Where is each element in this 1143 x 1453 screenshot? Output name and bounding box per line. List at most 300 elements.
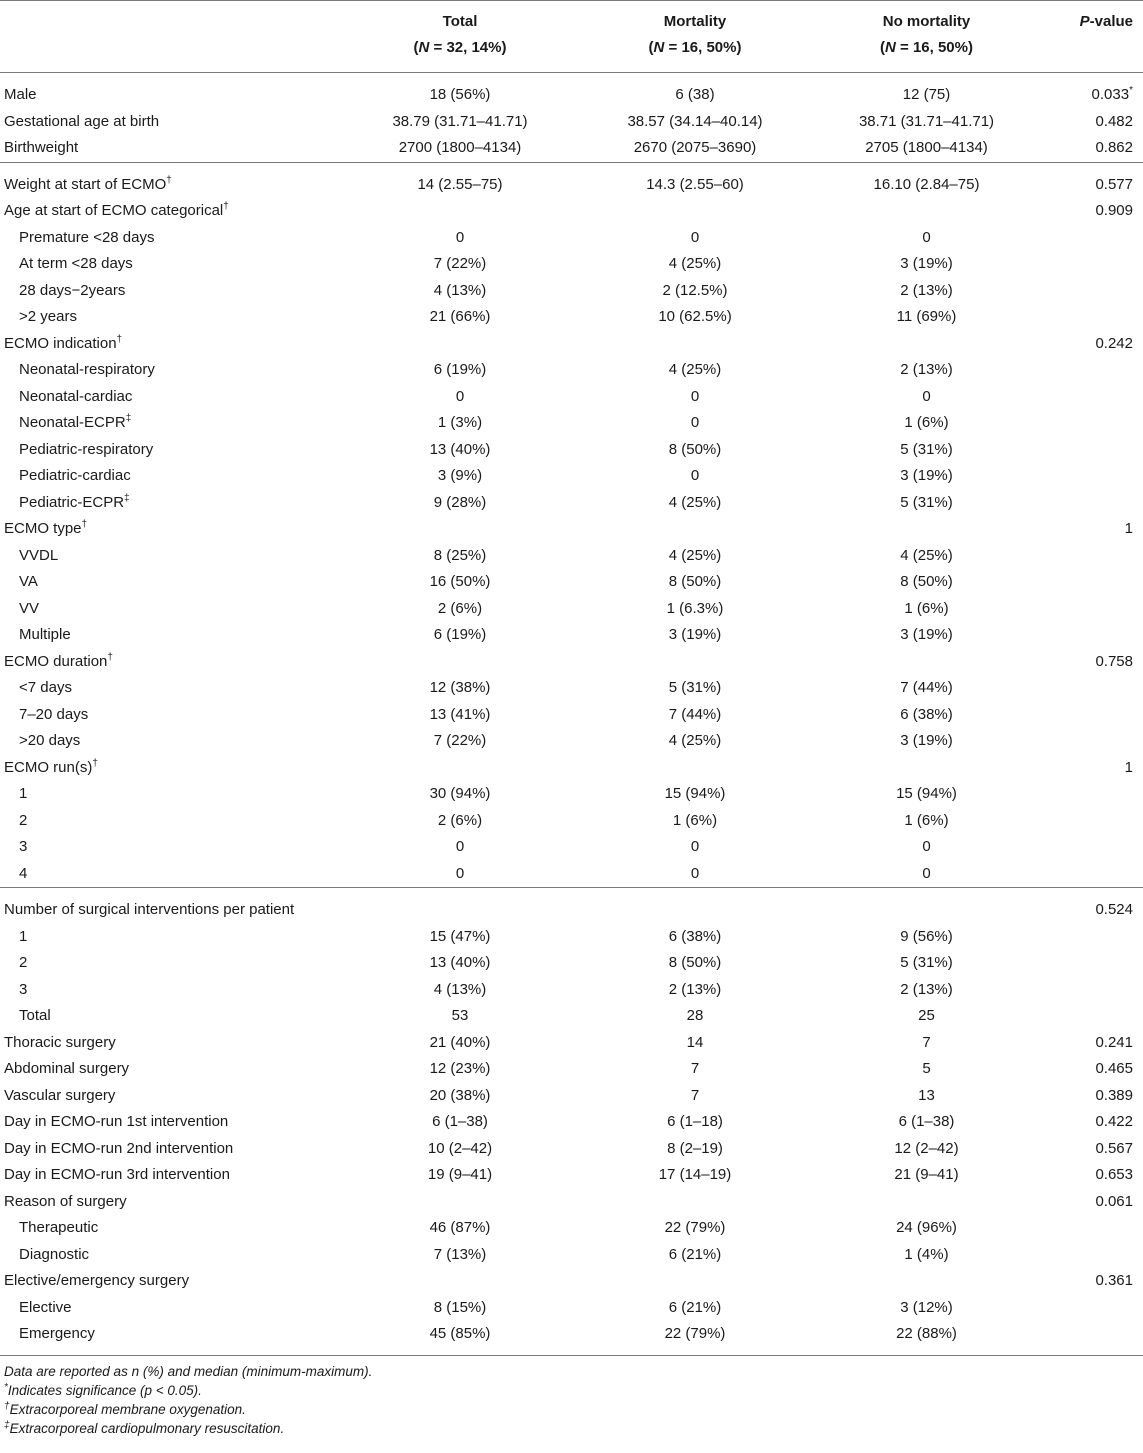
table-row — [0, 73, 1143, 109]
cell-mortality — [580, 755, 810, 782]
table-row — [0, 728, 1143, 755]
cell-no-mortality: 1 (6%) — [904, 599, 949, 617]
cell-mortality: 6 (38) — [675, 86, 715, 103]
row-label: Thoracic surgery — [4, 1033, 116, 1051]
cell-no-mortality: 5 (31%) — [900, 493, 953, 511]
table-row — [0, 977, 1143, 1004]
cell-p-value — [1043, 861, 1143, 888]
cell-total: 2700 (1800–4134) — [398, 139, 522, 156]
header-mortality-n: (N = 16, 50%) — [648, 39, 742, 56]
cell-no-mortality: 6 (1–38) — [898, 1113, 955, 1130]
cell-mortality: 10 (62.5%) — [658, 308, 732, 325]
cell-p-value — [1043, 437, 1143, 464]
cell-p-value — [1043, 622, 1143, 649]
cell-total: 21 (66%) — [429, 308, 491, 325]
table-row — [0, 1189, 1143, 1216]
row-label: Elective — [19, 1298, 72, 1316]
cell-mortality — [580, 198, 810, 225]
cell-total: 0 — [455, 864, 465, 882]
cell-total: 3 (9%) — [437, 467, 483, 484]
table-row — [0, 569, 1143, 596]
cell-total: 2 (6%) — [437, 599, 483, 617]
cell-mortality: 8 (50%) — [668, 954, 722, 971]
cell-p-value: 1 — [1124, 520, 1133, 537]
table-row — [0, 1295, 1143, 1322]
header-total — [340, 1, 580, 73]
row-label: Multiple — [19, 626, 71, 643]
table-row — [0, 924, 1143, 951]
table-row — [0, 463, 1143, 490]
footnote-significance: *Indicates significance (p < 0.05). — [4, 1381, 202, 1398]
cell-total — [340, 516, 580, 543]
cell-no-mortality: 0 — [922, 387, 931, 405]
cell-total: 15 (47%) — [429, 927, 491, 945]
cell-mortality: 4 (25%) — [668, 732, 722, 749]
table-row — [0, 357, 1143, 384]
cell-no-mortality — [810, 331, 1043, 358]
cell-no-mortality: 13 — [918, 1086, 935, 1104]
cell-mortality: 2 (12.5%) — [662, 281, 728, 299]
cell-mortality: 14 — [686, 1033, 704, 1051]
cell-no-mortality: 24 (96%) — [896, 1219, 957, 1236]
cell-mortality: 7 (44%) — [668, 705, 722, 723]
cell-p-value — [1043, 410, 1143, 437]
cell-total: 0 — [455, 387, 465, 405]
row-label: 3 — [19, 838, 28, 855]
cell-no-mortality: 0 — [922, 228, 931, 246]
table-row — [0, 1003, 1143, 1030]
cell-total: 0 — [455, 228, 465, 246]
cell-no-mortality: 4 (25%) — [900, 546, 953, 564]
cell-p-value: 0.241 — [1095, 1033, 1133, 1051]
table-row — [0, 755, 1143, 782]
row-label: ECMO run(s)† — [4, 757, 98, 776]
cell-p-value: 1 — [1124, 758, 1133, 776]
cell-mortality: 1 (6%) — [672, 811, 718, 829]
cell-total: 4 (13%) — [433, 980, 487, 998]
cell-total: 46 (87%) — [429, 1219, 491, 1236]
row-label: Total — [19, 1007, 51, 1024]
cell-no-mortality: 2705 (1800–4134) — [865, 139, 988, 156]
row-label: 1 — [19, 927, 28, 945]
cell-no-mortality: 3 (19%) — [900, 467, 953, 484]
cell-total: 6 (19%) — [433, 361, 487, 378]
cell-p-value: 0.361 — [1095, 1272, 1133, 1289]
cell-total: 14 (2.55–75) — [340, 162, 580, 198]
cell-p-value — [1043, 384, 1143, 411]
cell-mortality: 0 — [690, 228, 700, 246]
cell-mortality: 1 (6.3%) — [666, 599, 724, 617]
cell-no-mortality: 12 (2–42) — [894, 1139, 959, 1157]
cell-p-value — [1043, 808, 1143, 835]
cell-mortality: 6 (1–18) — [667, 1113, 723, 1130]
cell-total: 8 (25%) — [433, 546, 487, 564]
cell-mortality: 0 — [690, 387, 700, 405]
table-header — [0, 1, 1143, 73]
cell-p-value: 0.242 — [1095, 334, 1133, 352]
cell-mortality: 5 (31%) — [668, 679, 722, 696]
cell-total: 38.79 (31.71–41.71) — [392, 112, 528, 130]
table-row — [0, 135, 1143, 162]
cell-no-mortality: 22 (88%) — [810, 1321, 1043, 1355]
table-row — [0, 861, 1143, 888]
cell-total: 16 (50%) — [429, 573, 491, 590]
cell-total: 30 (94%) — [429, 785, 491, 802]
cell-mortality: 7 — [690, 1086, 700, 1104]
cell-no-mortality — [810, 198, 1043, 225]
cell-mortality: 2670 (2075–3690) — [633, 139, 757, 156]
table-row — [0, 1109, 1143, 1136]
cell-total — [340, 331, 580, 358]
cell-mortality: 6 (21%) — [668, 1298, 722, 1316]
cell-total: 0 — [455, 838, 465, 855]
cell-no-mortality: 16.10 (2.84–75) — [810, 162, 1043, 198]
cell-total: 53 — [451, 1007, 469, 1024]
row-label: Day in ECMO-run 1st intervention — [4, 1113, 229, 1130]
cell-p-value — [1043, 357, 1143, 384]
table-row — [0, 950, 1143, 977]
row-label: Number of surgical interventions per patient — [0, 888, 340, 924]
row-label: VV — [19, 599, 40, 617]
row-label: Abdominal surgery — [4, 1060, 130, 1077]
cell-total: 8 (15%) — [433, 1298, 487, 1316]
cell-p-value — [1043, 675, 1143, 702]
table-row — [0, 384, 1143, 411]
cell-mortality: 22 (79%) — [580, 1321, 810, 1355]
cell-no-mortality: 2 (13%) — [900, 281, 953, 299]
cell-p-value — [1043, 834, 1143, 861]
cell-total — [340, 1268, 580, 1295]
cell-total: 18 (56%) — [429, 86, 491, 103]
table-row — [0, 490, 1143, 517]
row-label: Neonatal-ECPR‡ — [19, 413, 132, 431]
row-label: VA — [19, 573, 38, 590]
cell-p-value — [1043, 977, 1143, 1004]
cell-mortality: 7 — [690, 1060, 700, 1077]
table-row — [0, 834, 1143, 861]
cell-no-mortality: 3 (12%) — [900, 1298, 953, 1316]
cell-total: 2 (6%) — [437, 811, 483, 829]
cell-p-value: 0.482 — [1095, 112, 1133, 130]
cell-p-value: 0.758 — [1095, 652, 1133, 670]
cell-no-mortality: 12 (75) — [902, 86, 951, 103]
table-body — [0, 73, 1143, 1356]
row-label: <7 days — [19, 679, 72, 696]
row-label: Reason of surgery — [4, 1192, 127, 1210]
row-label: VVDL — [19, 546, 59, 564]
table-row — [0, 516, 1143, 543]
cell-mortality: 4 (25%) — [668, 493, 722, 511]
cell-mortality: 38.57 (34.14–40.14) — [627, 112, 763, 130]
row-label: At term <28 days — [19, 255, 133, 272]
table-footnotes — [0, 1356, 1143, 1438]
cell-p-value — [1043, 490, 1143, 517]
table-row — [0, 278, 1143, 305]
cell-p-value: 0.577 — [1043, 162, 1143, 198]
cell-mortality — [580, 516, 810, 543]
cell-mortality — [580, 888, 810, 924]
row-label: ECMO indication† — [4, 333, 123, 352]
cell-no-mortality: 3 (19%) — [900, 732, 953, 749]
footnote-ecmo: †Extracorporeal membrane oxygenation. — [4, 1400, 246, 1417]
row-label: Weight at start of ECMO† — [0, 162, 340, 198]
cell-p-value — [1043, 278, 1143, 305]
cell-total: 7 (13%) — [433, 1245, 487, 1263]
row-label: 3 — [19, 980, 28, 998]
cell-mortality — [580, 1268, 810, 1295]
row-label: Pediatric-respiratory — [19, 440, 154, 458]
table-row — [0, 1030, 1143, 1057]
cell-no-mortality: 5 (31%) — [900, 440, 953, 458]
header-mortality — [580, 1, 810, 73]
cell-mortality: 6 (21%) — [668, 1245, 722, 1263]
cell-p-value — [1043, 463, 1143, 490]
table-row — [0, 225, 1143, 252]
footnote-ecpr: ‡Extracorporeal cardiopulmonary resuscitation. — [4, 1419, 285, 1436]
cell-no-mortality — [810, 1189, 1043, 1216]
header-p-value: P-value — [1043, 1, 1143, 73]
cell-no-mortality: 3 (19%) — [900, 255, 953, 272]
cell-no-mortality: 6 (38%) — [900, 705, 953, 723]
header-label-cell — [0, 1, 340, 73]
cell-no-mortality: 2 (13%) — [900, 361, 953, 378]
cell-p-value — [1043, 950, 1143, 977]
cell-p-value: 0.389 — [1095, 1086, 1133, 1104]
cell-no-mortality: 11 (69%) — [896, 308, 957, 325]
table-row — [0, 543, 1143, 570]
row-label: 28 days−2years — [19, 281, 126, 299]
row-label: Premature <28 days — [19, 228, 155, 246]
cell-mortality — [580, 649, 810, 676]
row-label: 4 — [19, 864, 28, 882]
table-row — [0, 1136, 1143, 1163]
cell-total: 6 (19%) — [433, 626, 487, 643]
cell-total: 12 (38%) — [429, 679, 491, 696]
table-row — [0, 781, 1143, 808]
cell-no-mortality: 5 — [922, 1060, 931, 1077]
cell-p-value — [1043, 304, 1143, 331]
cell-p-value — [1043, 225, 1143, 252]
row-label: Gestational age at birth — [4, 112, 160, 130]
cell-mortality: 14.3 (2.55–60) — [580, 162, 810, 198]
cell-total: 9 (28%) — [433, 493, 487, 511]
cell-p-value — [1043, 1295, 1143, 1322]
cell-p-value: 0.909 — [1095, 202, 1133, 219]
cell-total: 1 (3%) — [437, 414, 483, 431]
row-label: Neonatal-cardiac — [19, 387, 133, 405]
table-row — [0, 109, 1143, 136]
table-row — [0, 331, 1143, 358]
row-label: Neonatal-respiratory — [19, 361, 155, 378]
cell-mortality — [580, 331, 810, 358]
table-row — [0, 649, 1143, 676]
cell-total: 6 (1–38) — [432, 1113, 488, 1130]
cell-p-value — [1043, 1321, 1143, 1355]
table-row — [0, 596, 1143, 623]
cell-no-mortality: 8 (50%) — [900, 573, 953, 590]
cell-p-value — [1043, 596, 1143, 623]
cell-total: 13 (41%) — [429, 705, 491, 723]
cell-mortality: 4 (25%) — [668, 546, 722, 564]
header-no-mortality-title: No mortality — [882, 13, 971, 30]
cell-mortality: 8 (2–19) — [667, 1139, 723, 1157]
cell-no-mortality: 7 (44%) — [900, 679, 953, 696]
cell-no-mortality: 1 (6%) — [904, 414, 949, 431]
cell-no-mortality: 25 — [918, 1007, 935, 1024]
cell-total — [340, 198, 580, 225]
cell-no-mortality: 3 (19%) — [900, 626, 953, 643]
row-label: Day in ECMO-run 3rd intervention — [4, 1166, 230, 1183]
table-row — [0, 251, 1143, 278]
cell-mortality: 2 (13%) — [668, 980, 722, 998]
cell-no-mortality — [810, 888, 1043, 924]
table-row — [0, 1242, 1143, 1269]
table-row — [0, 1056, 1143, 1083]
cell-no-mortality: 5 (31%) — [900, 954, 953, 971]
cell-p-value — [1043, 1215, 1143, 1242]
cell-no-mortality: 7 — [922, 1033, 931, 1051]
cell-p-value — [1043, 251, 1143, 278]
cell-total: 4 (13%) — [433, 281, 487, 299]
cell-total: 20 (38%) — [429, 1086, 491, 1104]
cell-mortality: 15 (94%) — [664, 785, 726, 802]
row-label: Diagnostic — [19, 1245, 90, 1263]
row-label: 1 — [19, 785, 28, 802]
cell-p-value — [1043, 728, 1143, 755]
cell-total: 19 (9–41) — [427, 1166, 493, 1183]
cell-no-mortality: 1 (4%) — [904, 1245, 949, 1263]
cell-total — [340, 888, 580, 924]
cell-no-mortality: 9 (56%) — [900, 927, 953, 945]
row-label: ECMO duration† — [4, 651, 113, 670]
table-row — [0, 1215, 1143, 1242]
row-label: Pediatric-ECPR‡ — [19, 492, 130, 511]
table-row — [0, 437, 1143, 464]
cell-mortality: 4 (25%) — [668, 361, 722, 378]
cell-mortality: 28 — [686, 1007, 704, 1024]
cell-mortality: 22 (79%) — [664, 1219, 726, 1236]
cell-p-value — [1043, 1242, 1143, 1269]
cell-p-value — [1043, 702, 1143, 729]
cell-p-value: 0.033* — [1091, 85, 1133, 103]
table-row — [0, 198, 1143, 225]
cell-mortality: 0 — [690, 467, 700, 484]
row-label: Therapeutic — [19, 1219, 99, 1236]
cell-total: 10 (2–42) — [427, 1139, 493, 1157]
table-row — [0, 1162, 1143, 1189]
cell-total: 13 (40%) — [429, 954, 491, 971]
cell-no-mortality: 0 — [922, 864, 931, 882]
cell-mortality: 4 (25%) — [668, 255, 722, 272]
cell-p-value — [1043, 781, 1143, 808]
cell-total: 12 (23%) — [429, 1060, 491, 1077]
row-label: Age at start of ECMO categorical† — [4, 201, 229, 219]
cell-mortality: 6 (38%) — [668, 927, 722, 945]
cell-p-value: 0.862 — [1095, 139, 1133, 156]
row-label: Elective/emergency surgery — [4, 1272, 190, 1289]
table-row — [0, 1083, 1143, 1110]
row-label: Pediatric-cardiac — [19, 467, 131, 484]
cell-mortality: 3 (19%) — [668, 626, 722, 643]
cell-p-value: 0.422 — [1095, 1113, 1133, 1130]
cell-p-value — [1043, 924, 1143, 951]
cell-mortality: 8 (50%) — [668, 440, 722, 458]
table-row — [0, 675, 1143, 702]
cell-no-mortality: 38.71 (31.71–41.71) — [858, 112, 995, 130]
cell-no-mortality — [810, 516, 1043, 543]
cell-mortality: 0 — [690, 414, 700, 431]
table-row — [0, 162, 1143, 198]
table-row — [0, 304, 1143, 331]
row-label: 7–20 days — [19, 705, 89, 723]
cell-mortality: 0 — [690, 864, 700, 882]
table-row — [0, 702, 1143, 729]
cell-total: 7 (22%) — [433, 255, 487, 272]
cell-mortality: 17 (14–19) — [658, 1166, 732, 1183]
header-no-mortality-n: (N = 16, 50%) — [880, 39, 973, 56]
cell-p-value: 0.524 — [1043, 888, 1143, 924]
row-label: 2 — [19, 811, 28, 829]
cell-no-mortality: 0 — [922, 838, 931, 855]
cell-p-value — [1043, 543, 1143, 570]
header-mortality-title: Mortality — [663, 13, 727, 30]
header-total-title: Total — [442, 13, 478, 30]
cell-total — [340, 1189, 580, 1216]
cell-no-mortality: 21 (9–41) — [894, 1166, 959, 1183]
cell-mortality: 8 (50%) — [668, 573, 722, 590]
row-label: Birthweight — [4, 139, 79, 156]
cell-p-value — [1043, 569, 1143, 596]
cell-no-mortality: 1 (6%) — [904, 811, 949, 829]
cell-mortality — [580, 1189, 810, 1216]
cell-total: 13 (40%) — [429, 440, 491, 458]
cell-no-mortality — [810, 755, 1043, 782]
cell-total: 21 (40%) — [429, 1033, 491, 1051]
footnote-data: Data are reported as n (%) and median (minimum-maximum). — [4, 1363, 373, 1379]
cell-p-value — [1043, 1003, 1143, 1030]
table-row — [0, 622, 1143, 649]
row-label: 2 — [19, 954, 28, 971]
cell-p-value: 0.567 — [1095, 1139, 1133, 1157]
cell-p-value: 0.653 — [1095, 1166, 1133, 1183]
row-label: Emergency — [0, 1321, 340, 1355]
table-row — [0, 808, 1143, 835]
cell-total: 45 (85%) — [340, 1321, 580, 1355]
row-label: Day in ECMO-run 2nd intervention — [4, 1139, 234, 1157]
row-label: Vascular surgery — [4, 1086, 116, 1104]
cell-total: 7 (22%) — [433, 732, 487, 749]
cell-mortality: 0 — [690, 838, 700, 855]
header-total-n: (N = 32, 14%) — [413, 39, 507, 56]
table-row — [0, 888, 1143, 924]
table-row — [0, 1268, 1143, 1295]
row-label: >2 years — [19, 308, 77, 325]
cell-total — [340, 649, 580, 676]
table-row — [0, 1321, 1143, 1355]
cell-no-mortality: 2 (13%) — [900, 980, 953, 998]
header-no-mortality — [810, 1, 1043, 73]
table-row — [0, 410, 1143, 437]
row-label: ECMO type† — [4, 519, 88, 537]
cell-no-mortality — [810, 1268, 1043, 1295]
header-row — [0, 1, 1143, 73]
cell-p-value: 0.061 — [1095, 1192, 1133, 1210]
cell-no-mortality — [810, 649, 1043, 676]
cell-no-mortality: 15 (94%) — [896, 785, 957, 802]
cell-total — [340, 755, 580, 782]
row-label: >20 days — [19, 732, 81, 749]
row-label: Male — [4, 86, 37, 103]
